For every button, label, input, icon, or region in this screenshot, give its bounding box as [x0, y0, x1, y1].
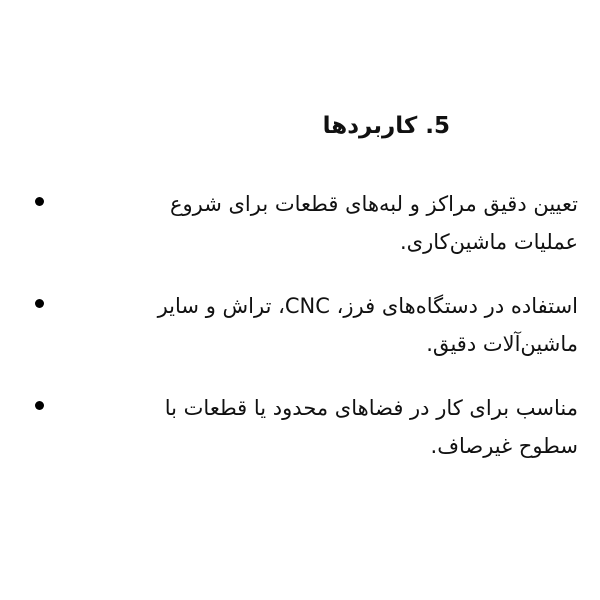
list-item-text: استفاده در دستگاه‌های فرز، CNC، تراش و سایر ماشین‌آلات دقیق.	[157, 294, 578, 356]
section-heading: 5. کاربردها	[322, 113, 450, 139]
list-item	[30, 389, 578, 465]
bullet-icon	[35, 197, 44, 206]
applications-list	[30, 185, 578, 491]
list-item-text: مناسب برای کار در فضاهای محدود یا قطعات با سطوح غیرصاف.	[164, 396, 578, 458]
bullet-icon	[35, 299, 44, 308]
list-item	[30, 287, 578, 363]
list-item-text: تعیین دقیق مراکز و لبه‌های قطعات برای شروع عملیات ماشین‌کاری.	[169, 192, 578, 254]
bullet-icon	[35, 401, 44, 410]
list-item	[30, 185, 578, 261]
